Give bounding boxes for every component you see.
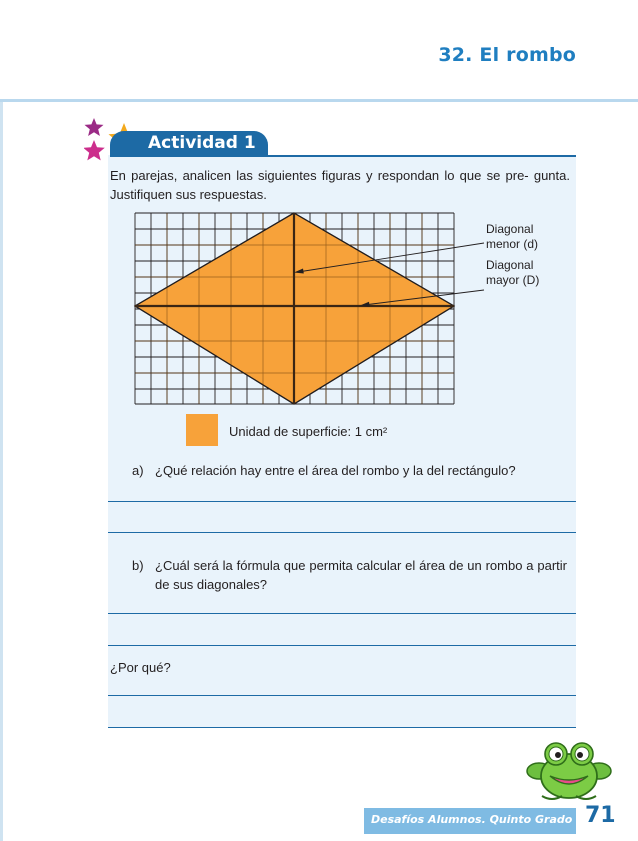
- minor-diagonal-label: [486, 222, 538, 251]
- answer-line-a2: [108, 532, 576, 533]
- question-b-marker: b): [132, 558, 144, 573]
- unit-label: Unidad de superficie: 1 cm²: [229, 424, 388, 439]
- unit-square: [186, 414, 218, 446]
- frog-mascot-icon: [526, 740, 612, 806]
- minor-diagonal-label-line2: menor (d): [486, 236, 539, 251]
- footer-text: Desafíos Alumnos. Quinto Grado: [371, 813, 573, 826]
- question-a-text: ¿Qué relación hay entre el área del rombo y la del rectángulo?: [155, 463, 516, 478]
- page-number: 71: [585, 803, 616, 828]
- page-title: 32. El rombo: [438, 44, 576, 66]
- left-margin-strip: [0, 102, 3, 841]
- intro-text: En parejas, analicen las siguientes figuras y respondan lo que se pre- gunta. Justifiquen sus respuestas.: [110, 168, 570, 202]
- answer-line-c1: [108, 695, 576, 696]
- answer-line-b1: [108, 613, 576, 614]
- magenta-star-small-icon: [85, 118, 104, 136]
- question-a-marker: a): [132, 463, 144, 478]
- answer-line-a1: [108, 501, 576, 502]
- activity-tab-label: Actividad 1: [148, 133, 256, 153]
- magenta-star-icon: [84, 140, 105, 160]
- header-rule: [0, 99, 638, 102]
- minor-diagonal-label-line1: Diagonal: [486, 222, 534, 236]
- answer-line-c2: [108, 727, 576, 728]
- question-b-text: ¿Cuál será la fórmula que permita calcular el área de un rombo a partir de sus diagonales?: [155, 558, 567, 592]
- activity-tab-rule: [110, 155, 576, 157]
- major-diagonal-label-line2: mayor (D): [486, 272, 540, 287]
- answer-line-b2: [108, 645, 576, 646]
- why-prompt: ¿Por qué?: [110, 660, 171, 675]
- major-diagonal-label-line1: Diagonal: [486, 258, 534, 272]
- major-diagonal-label: [486, 258, 539, 287]
